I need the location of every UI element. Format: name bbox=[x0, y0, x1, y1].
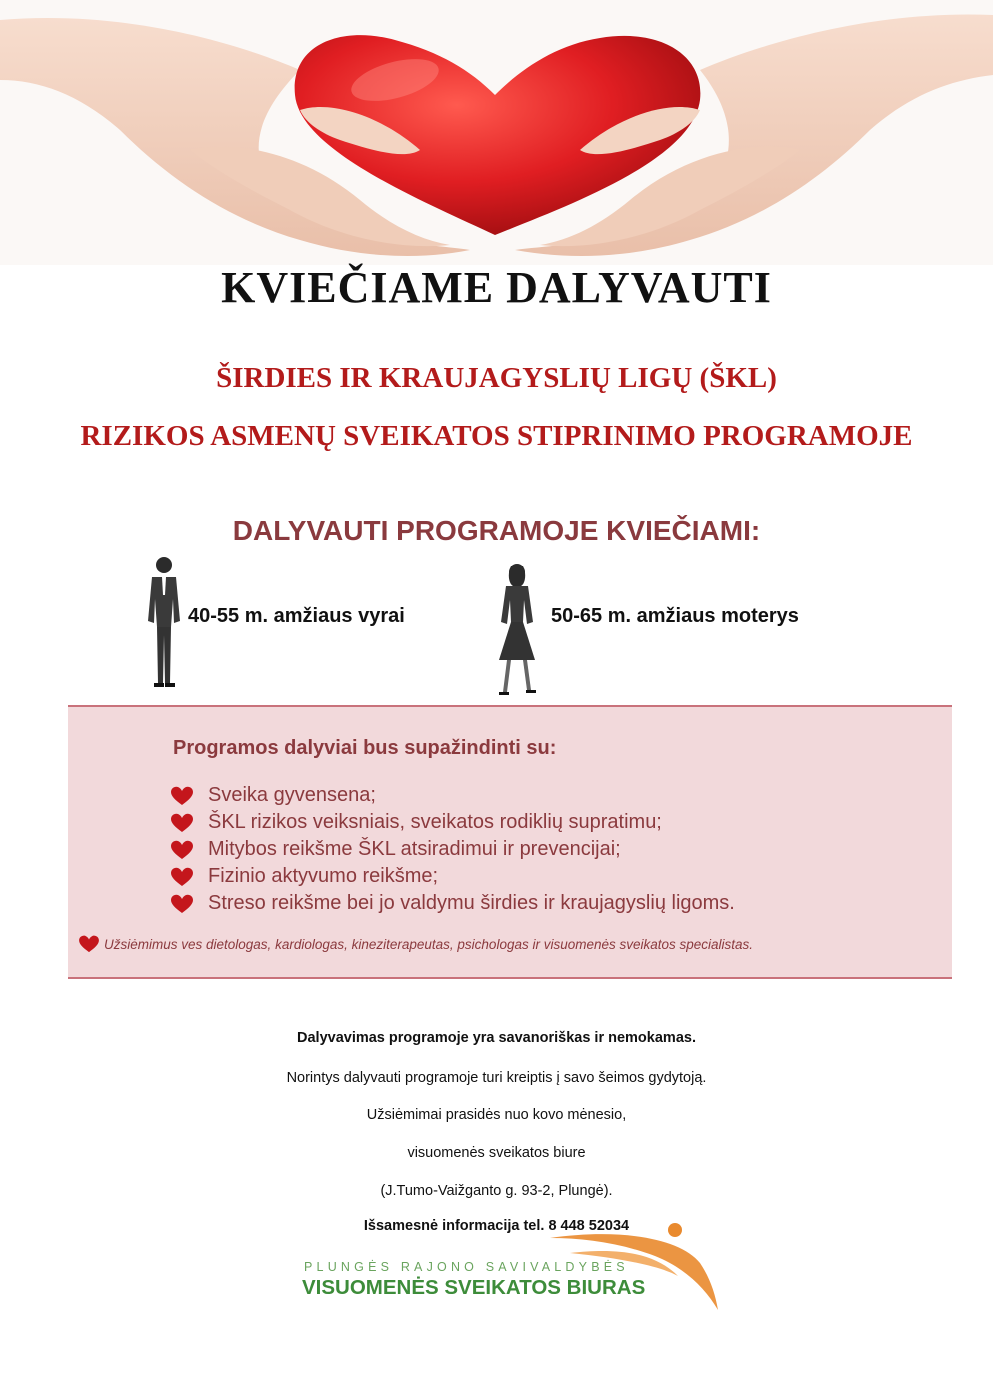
note-text: Užsiėmimus ves dietologas, kardiologas, kineziterapeutas, psichologas ir visuomenės sveikatos specialistas. bbox=[104, 936, 754, 952]
invite-heading: DALYVAUTI PROGRAMOJE KVIEČIAMI: bbox=[232, 515, 761, 546]
topic-text: Sveika gyvensena; bbox=[208, 784, 376, 806]
heart-bullet-icon bbox=[170, 867, 194, 887]
panel-title: Programos dalyviai bus supažindinti su: bbox=[173, 737, 557, 759]
woman-figure-icon bbox=[487, 560, 547, 700]
page-title: KVIEČIAME DALYVAUTI bbox=[221, 263, 772, 312]
topic-text: Mitybos reikšme ŠKL atsiradimui ir prevencijai; bbox=[208, 838, 621, 860]
topic-text: ŠKL rizikos veiksniais, sveikatos rodiklių supratimu; bbox=[208, 811, 662, 833]
info-phone: Išsamesnė informacija tel. 8 448 52034 bbox=[363, 1218, 630, 1234]
info-start-date: Užsiėmimai prasidės nuo kovo mėnesio, bbox=[366, 1107, 627, 1123]
topic-text: Fizinio aktyvumo reikšme; bbox=[208, 865, 439, 887]
organization-logo bbox=[300, 1218, 740, 1318]
heart-bullet-icon bbox=[170, 813, 194, 833]
list-item bbox=[170, 863, 735, 890]
info-free-participation: Dalyvavimas programoje yra savanoriškas ir nemokamas. bbox=[297, 1030, 696, 1046]
list-item bbox=[170, 890, 735, 917]
heart-bullet-icon bbox=[170, 786, 194, 806]
program-title-line2: RIZIKOS ASMENŲ SVEIKATOS STIPRINIMO PROGRAMOJE bbox=[80, 420, 913, 452]
list-item bbox=[170, 809, 735, 836]
hero-image-hands-heart bbox=[0, 0, 993, 265]
specialists-note bbox=[78, 935, 753, 953]
heart-bullet-icon bbox=[78, 935, 100, 953]
heart-bullet-icon bbox=[170, 894, 194, 914]
info-location: visuomenės sveikatos biure bbox=[407, 1145, 586, 1161]
list-item bbox=[170, 782, 735, 809]
info-contact-doctor: Norintys dalyvauti programoje turi kreiptis į savo šeimos gydytoją. bbox=[286, 1070, 707, 1086]
list-item bbox=[170, 836, 735, 863]
heart-bullet-icon bbox=[170, 840, 194, 860]
man-figure-icon bbox=[140, 555, 188, 691]
topic-text: Streso reikšme bei jo valdymu širdies ir kraujagyslių ligoms. bbox=[208, 892, 735, 914]
men-age-label: 40-55 m. amžiaus vyrai bbox=[188, 605, 405, 627]
program-title-line1: ŠIRDIES IR KRAUJAGYSLIŲ LIGŲ (ŠKL) bbox=[216, 362, 777, 394]
topics-panel bbox=[68, 705, 952, 979]
logo-top-text: PLUNGĖS RAJONO SAVIVALDYBĖS bbox=[304, 1260, 629, 1274]
logo-main-text: VISUOMENĖS SVEIKATOS BIURAS bbox=[302, 1276, 646, 1299]
info-address: (J.Tumo-Vaižganto g. 93-2, Plungė). bbox=[380, 1183, 613, 1199]
topics-list bbox=[170, 782, 735, 917]
women-age-label: 50-65 m. amžiaus moterys bbox=[551, 605, 799, 627]
